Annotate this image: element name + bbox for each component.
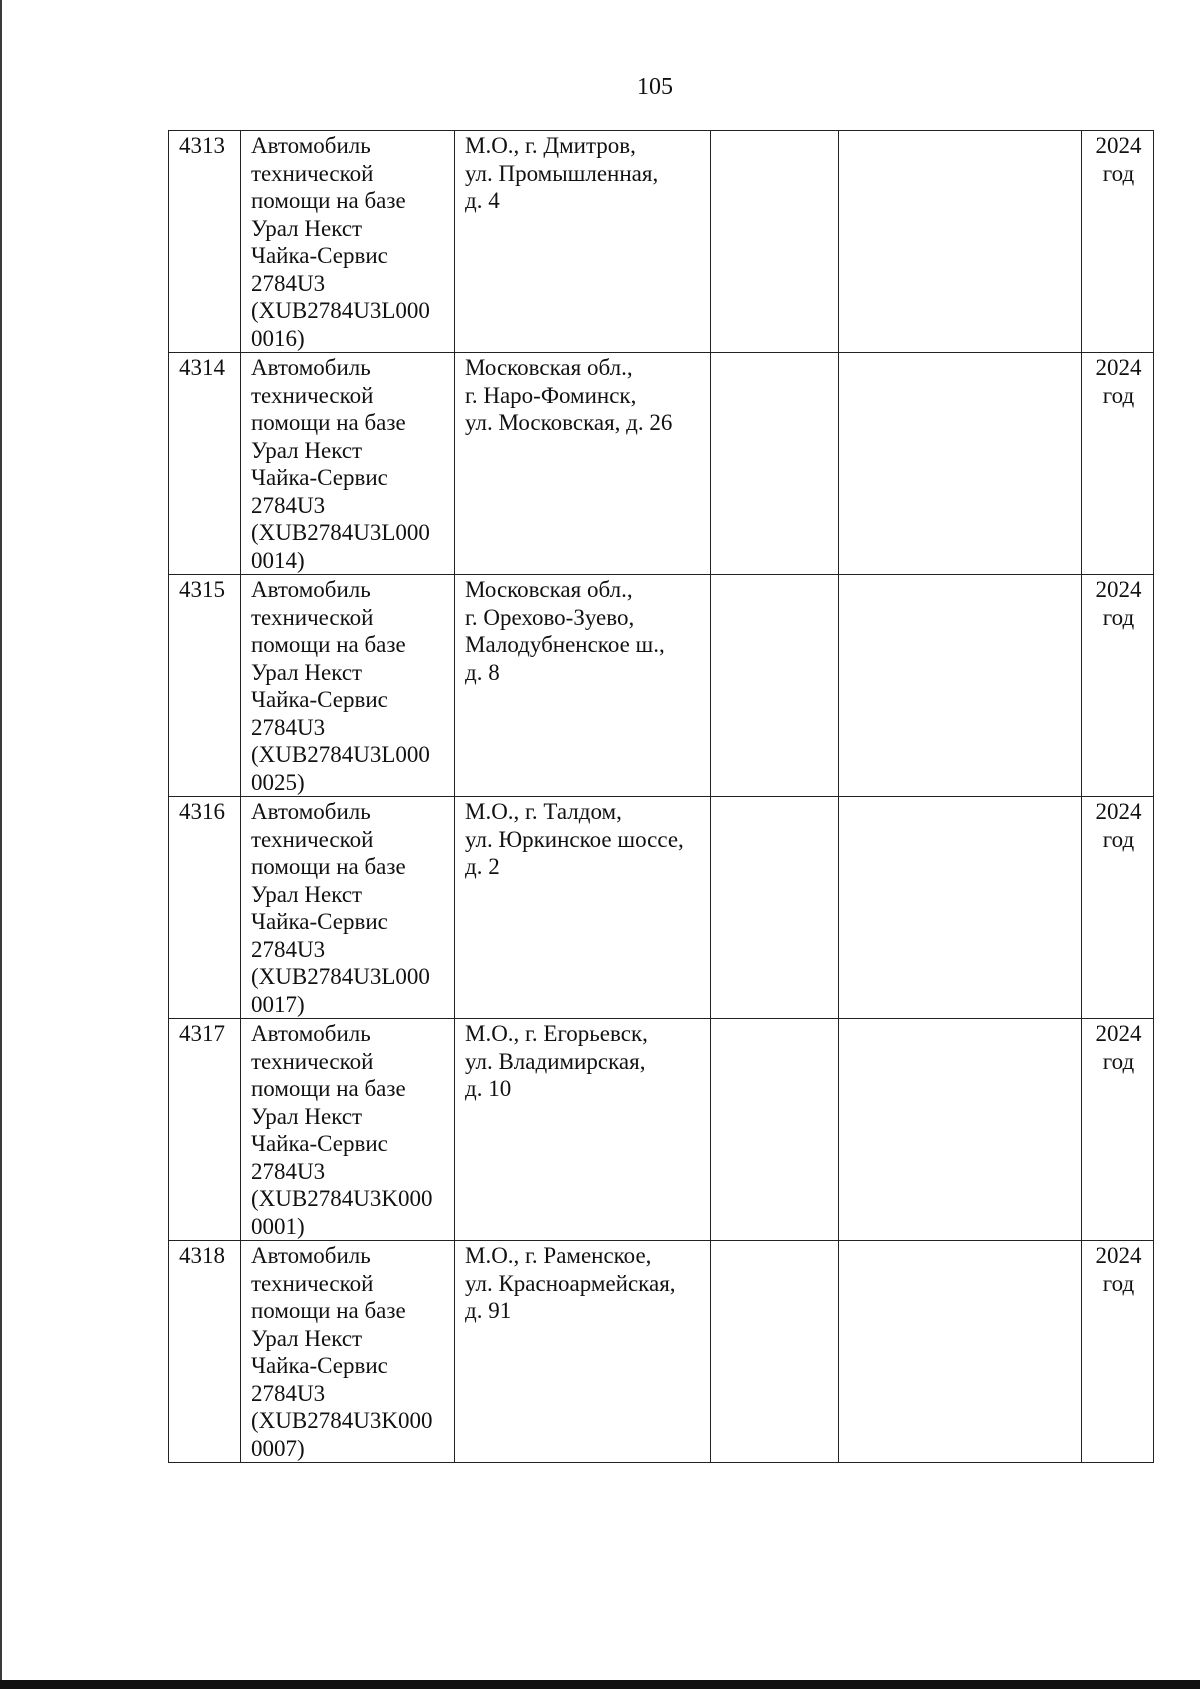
- empty-cell: [711, 797, 839, 1019]
- address: Московская обл., г. Орехово-Зуево, Малодубненское ш., д. 8: [455, 575, 711, 797]
- address: М.О., г. Талдом, ул. Юркинское шоссе, д. 2: [455, 797, 711, 1019]
- address: М.О., г. Дмитров, ул. Промышленная, д. 4: [455, 131, 711, 353]
- page-number: 105: [637, 74, 673, 100]
- year: 2024 год: [1082, 1241, 1154, 1463]
- vehicle-name: Автомобиль технической помощи на базе Урал Некст Чайка-Сервис 2784U3 (XUB2784U3K000 0001): [241, 1019, 455, 1241]
- empty-cell: [711, 1019, 839, 1241]
- year: 2024 год: [1082, 353, 1154, 575]
- row-number: 4315: [169, 575, 241, 797]
- row-number: 4317: [169, 1019, 241, 1241]
- year: 2024 год: [1082, 797, 1154, 1019]
- row-number: 4313: [169, 131, 241, 353]
- registry-table: [168, 130, 1154, 1463]
- table-row: [169, 797, 1154, 1019]
- empty-cell: [711, 353, 839, 575]
- table-row: [169, 353, 1154, 575]
- vehicle-name: Автомобиль технической помощи на базе Урал Некст Чайка-Сервис 2784U3 (XUB2784U3L000 0016): [241, 131, 455, 353]
- vehicle-name: Автомобиль технической помощи на базе Урал Некст Чайка-Сервис 2784U3 (XUB2784U3L000 0017): [241, 797, 455, 1019]
- empty-cell: [711, 575, 839, 797]
- empty-cell: [839, 353, 1082, 575]
- table-row: [169, 1241, 1154, 1463]
- table-row: [169, 575, 1154, 797]
- scan-bottom-edge: [0, 1680, 1200, 1689]
- empty-cell: [711, 131, 839, 353]
- vehicle-name: Автомобиль технической помощи на базе Урал Некст Чайка-Сервис 2784U3 (XUB2784U3L000 0014): [241, 353, 455, 575]
- address: М.О., г. Егорьевск, ул. Владимирская, д. 10: [455, 1019, 711, 1241]
- empty-cell: [839, 797, 1082, 1019]
- row-number: 4318: [169, 1241, 241, 1463]
- vehicle-name: Автомобиль технической помощи на базе Урал Некст Чайка-Сервис 2784U3 (XUB2784U3L000 0025): [241, 575, 455, 797]
- empty-cell: [839, 1019, 1082, 1241]
- empty-cell: [839, 131, 1082, 353]
- vehicle-name: Автомобиль технической помощи на базе Урал Некст Чайка-Сервис 2784U3 (XUB2784U3K000 0007): [241, 1241, 455, 1463]
- year: 2024 год: [1082, 575, 1154, 797]
- row-number: 4316: [169, 797, 241, 1019]
- row-number: 4314: [169, 353, 241, 575]
- year: 2024 год: [1082, 1019, 1154, 1241]
- empty-cell: [839, 575, 1082, 797]
- scan-left-edge: [0, 0, 2, 1689]
- address: Московская обл., г. Наро-Фоминск, ул. Московская, д. 26: [455, 353, 711, 575]
- year: 2024 год: [1082, 131, 1154, 353]
- address: М.О., г. Раменское, ул. Красноармейская, д. 91: [455, 1241, 711, 1463]
- table-row: [169, 1019, 1154, 1241]
- table-row: [169, 131, 1154, 353]
- empty-cell: [839, 1241, 1082, 1463]
- empty-cell: [711, 1241, 839, 1463]
